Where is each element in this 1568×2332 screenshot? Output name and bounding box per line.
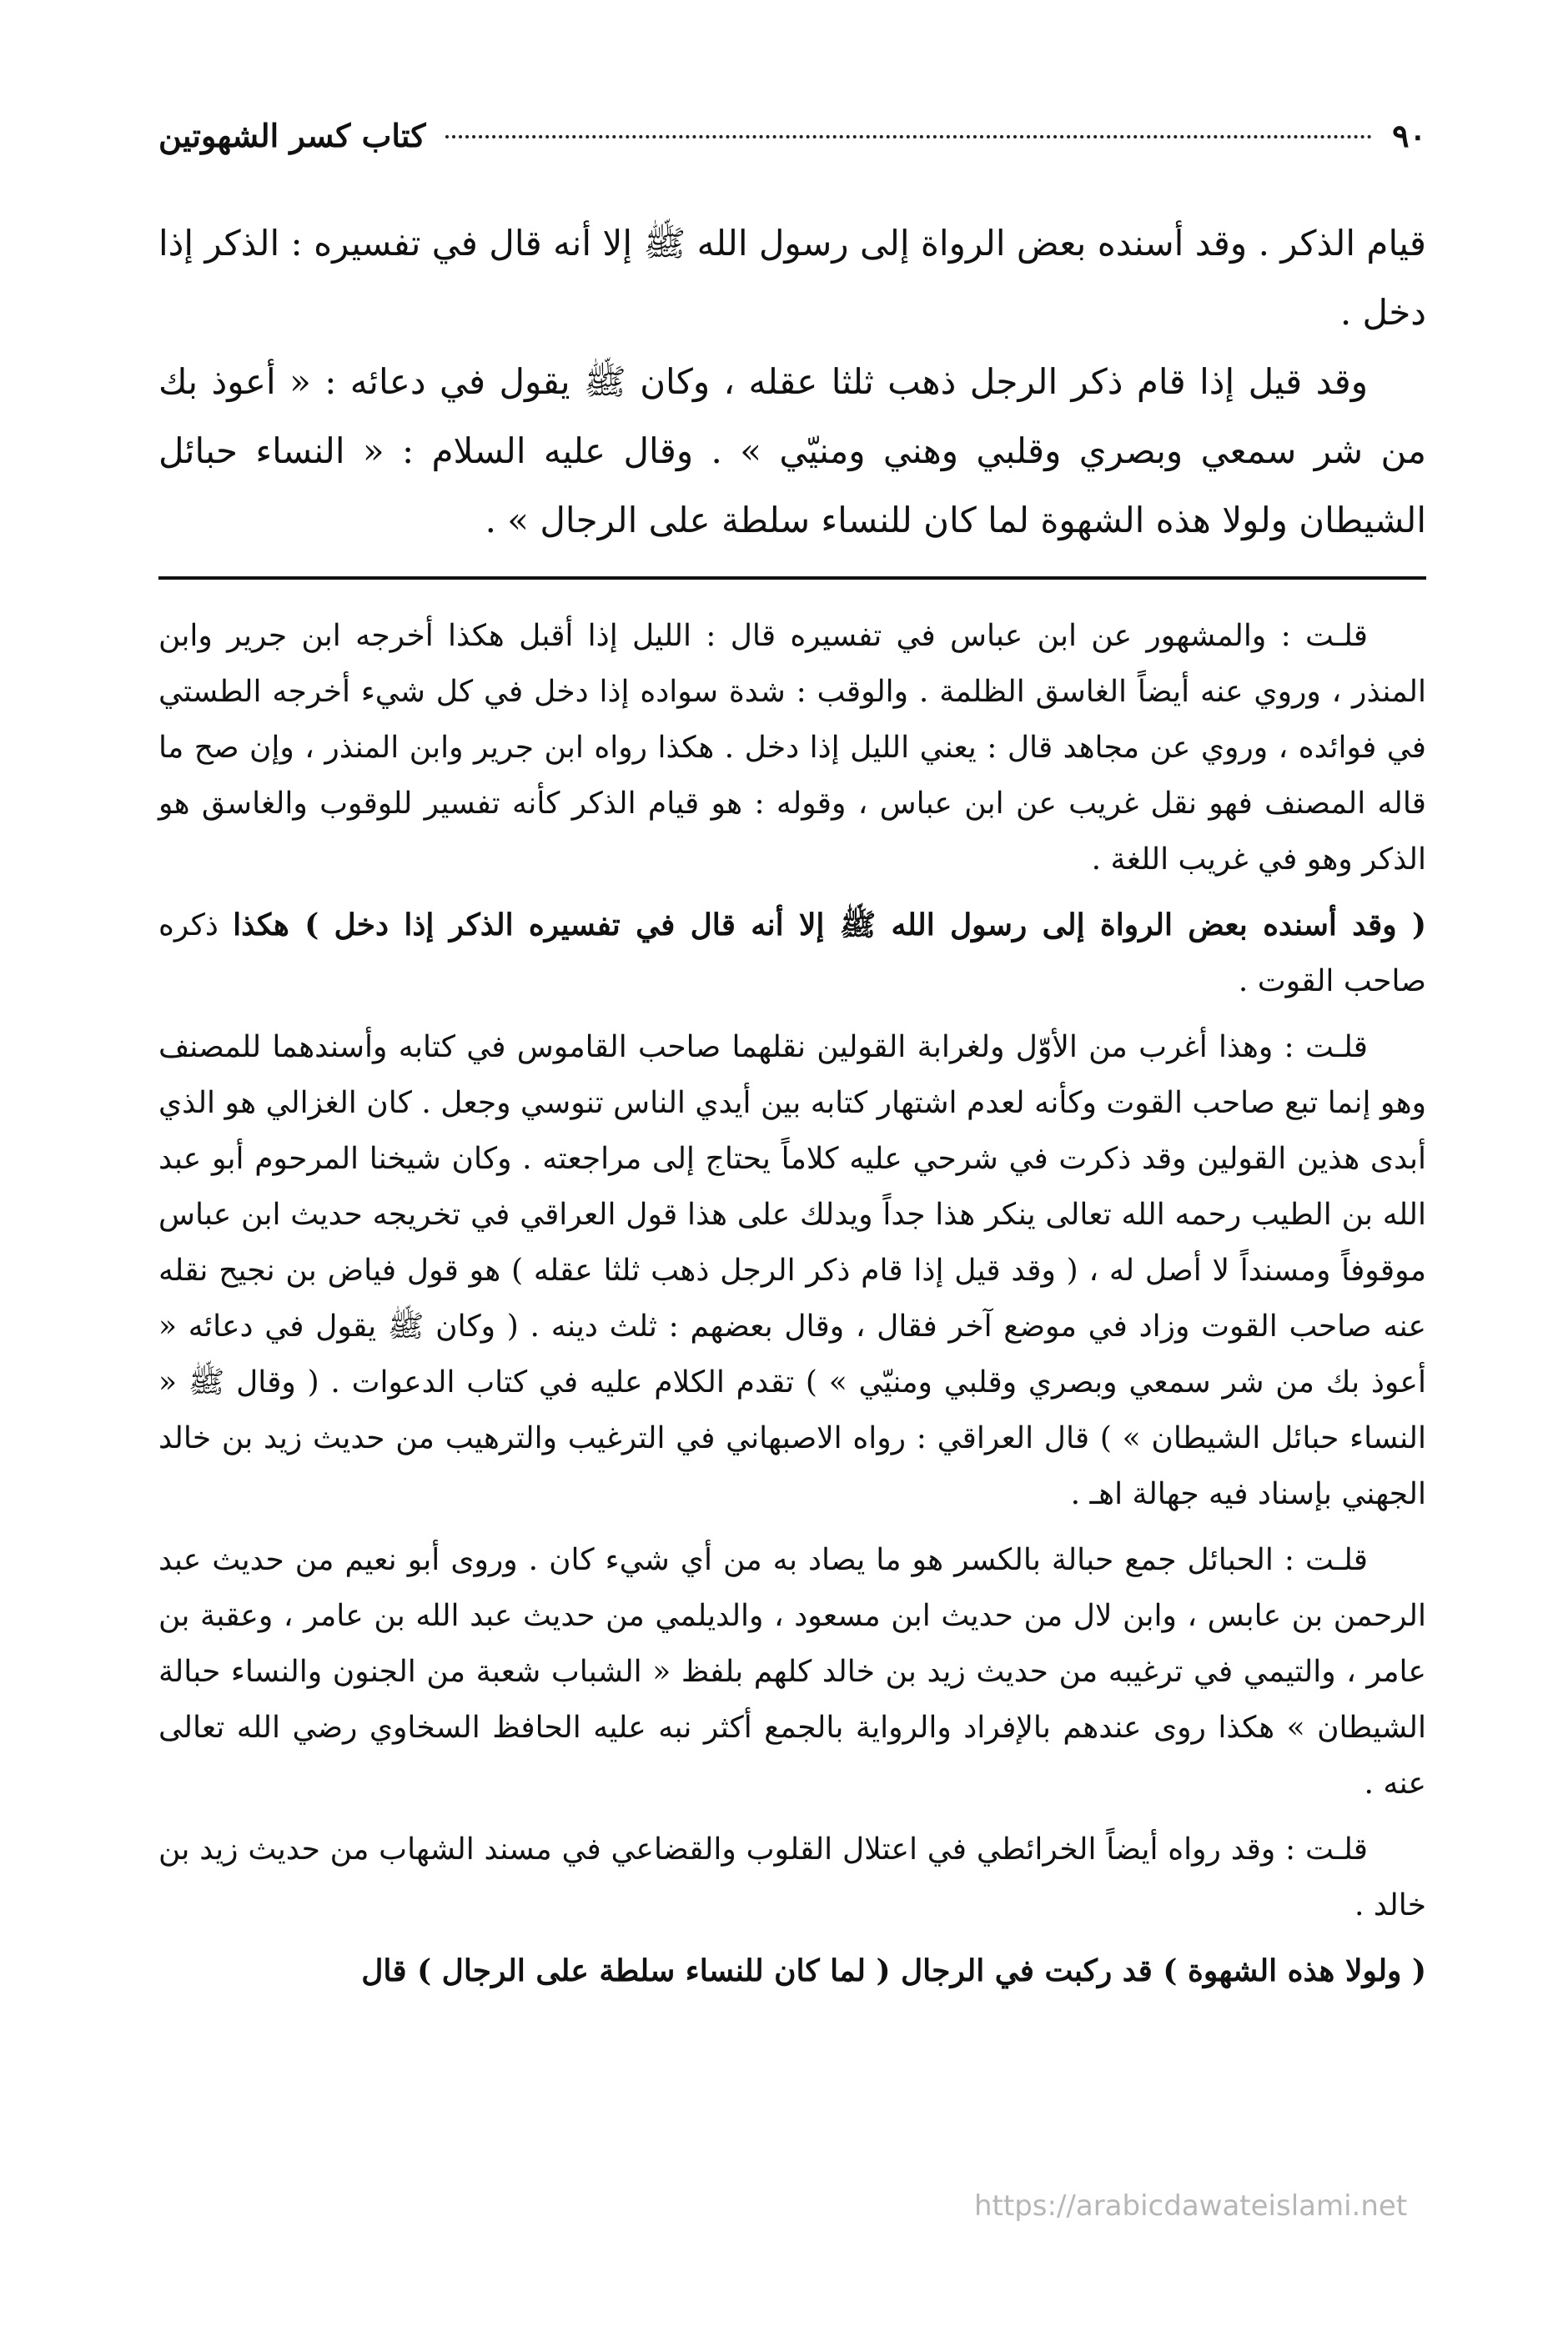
running-head	[158, 117, 1426, 175]
book-page	[158, 117, 1426, 2252]
main-paragraph-1: قيام الذكر . وقد أسنده بعض الرواة إلى رسول الله ﷺ إلا أنه قال في تفسيره : الذكر إذا دخل .	[158, 223, 1426, 333]
commentary-paragraph-6: ( ولولا هذه الشهوة ) قد ركبت في الرجال ( لما كان للنساء سلطة على الرجال ) قال	[361, 1953, 1426, 1988]
commentary-paragraph-4: قلـت : الحبائل جمع حبالة بالكسر هو ما يصاد به من أي شيء كان . وروى أبو نعيم من حديث عبد الرحمن بن عابس ، وابن لال من حديث ابن مسعود ، والديلمي من حديث عبد الله بن عامر ، وعقبة بن عامر ، والتيمي في ترغيبه من حديث زيد بن خالد كلهم بلفظ « الشباب شعبة من الجنون والنساء حبالة الشيطان » هكذا روى عندهم بالإفراد والرواية بالجمع أكثر نبه عليه الحافظ السخاوي رضي الله تعالى عنه .	[158, 1543, 1427, 1801]
commentary-text: ذكره صاحب القوت .	[158, 908, 1426, 998]
commentary-paragraph-3: قلـت : وهذا أغرب من الأوّل ولغرابة القولين نقلهما صاحب القاموس في كتابه وأسندهما للمصنف وهو إنما تبع صاحب القوت وكأنه لعدم اشتهار كتابه بين أيدي الناس تنوسي وجعل . كان الغزالي هو الذي أبدى هذين القولين وقد ذكرت في شرحي عليه كلاماً يحتاج إلى مراجعته . وكان شيخنا المرحوم أبو عبد الله بن الطيب رحمه الله تعالى ينكر هذا جداً ويدلك على هذا قول العراقي في تخريجه حديث ابن عباس موقوفاً ومسنداً لا أصل له ، ( وقد قيل إذا قام ذكر الرجل ذهب ثلثا عقله ) هو قول فياض بن نجيح نقله عنه صاحب القوت وزاد في موضع آخر فقال ، وقال بعضهم : ثلث دينه . ( وكان ﷺ يقول في دعائه « أعوذ بك من شر سمعي وبصري وقلبي ومنيّي » ) تقدم الكلام عليه في كتاب الدعوات . ( وقال ﷺ « النساء حبائل الشيطان » ) قال العراقي : رواه الاصبهاني في الترغيب والترهيب من حديث زيد بن خالد الجهني بإسناد فيه جهالة اهـ .	[158, 1030, 1426, 1511]
commentary	[158, 608, 1426, 1999]
commentary-paragraph-2	[158, 897, 1426, 1009]
footnote-divider	[158, 576, 1426, 580]
main-paragraph-2: وقد قيل إذا قام ذكر الرجل ذهب ثلثا عقله ، وكان ﷺ يقول في دعائه : « أعوذ بك من شر سمعي وبصري وقلبي وهني ومنيّي » . وقال عليه السلام : « النساء حبائل الشيطان ولولا هذه الشهوة لما كان للنساء سلطة على الرجال » .	[158, 361, 1426, 540]
main-text	[158, 209, 1426, 555]
commentary-paragraph-5: قلـت : وقد رواه أيضاً الخرائطي في اعتلال القلوب والقضاعي في مسند الشهاب من حديث زيد بن خالد .	[158, 1832, 1426, 1922]
watermark-url: https://arabicdawateislami.net	[974, 2189, 1408, 2223]
quoted-matn: ( وقد أسنده بعض الرواة إلى رسول الله ﷺ إلا أنه قال في تفسيره الذكر إذا دخل ) هكذا	[233, 907, 1426, 942]
leader-dots	[445, 135, 1372, 138]
book-title: كتاب كسر الشهوتين	[158, 117, 426, 154]
commentary-paragraph-1: قلـت : والمشهور عن ابن عباس في تفسيره قال : الليل إذا أقبل هكذا أخرجه ابن جرير وابن المنذر ، وروي عنه أيضاً الغاسق الظلمة . والوقب : شدة سواده إذا دخل في كل شيء أخرجه الطستي في فوائده ، وروي عن مجاهد قال : يعني الليل إذا دخل . هكذا رواه ابن جرير وابن المنذر ، وإن صح ما قاله المصنف فهو نقل غريب عن ابن عباس ، وقوله : هو قيام الذكر كأنه تفسير للوقوب والغاسق هو الذكر وهو في غريب اللغة .	[158, 619, 1426, 877]
page-number: ٩٠	[1392, 117, 1426, 154]
